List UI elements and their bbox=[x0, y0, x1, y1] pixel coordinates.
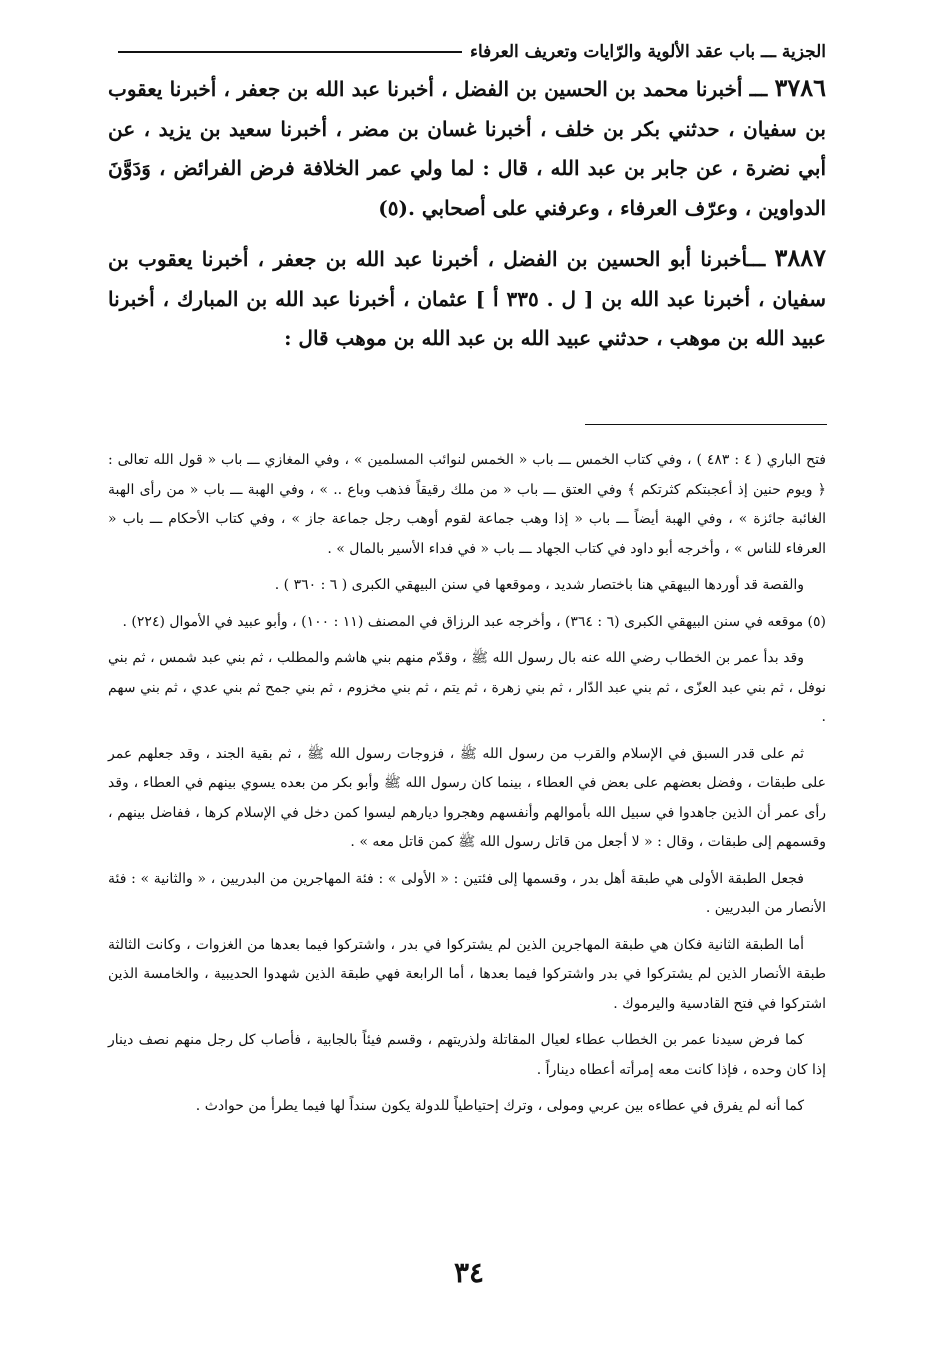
hadith-dash: ـــ bbox=[742, 77, 775, 101]
footnote-separator bbox=[585, 424, 827, 425]
footnote-paragraph: ثم على قدر السبق في الإسلام والقرب من رسول الله ﷺ ، فزوجات رسول الله ﷺ ، ثم بقية الجند ، وقد جعلهم عمر على طبقات ، وفضل بعضهم على بعض في العطاء ، بينما كان رسول الله ﷺ وأبو بكر من بعده يسوي بينهم في العطاء ، وقد رأى عمر أن الذين جاهدوا في سبيل الله بأموالهم وأنفسهم وهجروا ديارهم ليسوا كمن دخل في الإسلام كرها ، ففاضل بينهم ، وقسمهم إلى طبقات ، وقال : « لا أجعل من قاتل رسول الله ﷺ كمن قاتل معه » . bbox=[108, 745, 826, 850]
hadith-number: ٣٧٨٦ bbox=[774, 73, 826, 102]
running-title: الجزية ـــ باب عقد الألوية والرّايات وتعريف العرفاء bbox=[469, 42, 826, 62]
hadith-number: ٣٨٨٧ bbox=[774, 243, 826, 272]
footnote-paragraph: كما فرض سيدنا عمر بن الخطاب عطاء لعيال المقاتلة ولذريتهم ، وقسم فيئاً بالجابية ، فأصاب كل رجل منهم نصف دينار إذا كان وحده ، فإذا كانت معه إمرأته أعطاه ديناراً . bbox=[108, 1032, 826, 1078]
page-number: ٣٤ bbox=[453, 1256, 485, 1289]
main-text bbox=[108, 68, 826, 369]
hadith-text: أخبرنا أبو الحسين بن الفضل ، أخبرنا عبد الله بن جعفر ، أخبرنا يعقوب بن سفيان ، أخبرنا عبد الله بن [ ل . ٣٣٥ أ ] عثمان ، أخبرنا عبد الله بن المبارك ، أخبرنا عبيد الله بن موهب ، حدثني عبيد الله بن عبد الله بن موهب قال : bbox=[108, 247, 827, 350]
running-header bbox=[118, 38, 826, 66]
footnote-paragraph: (٥) موقعه في سنن البيهقي الكبرى (٦ : ٣٦٤) ، وأخرجه عبد الرزاق في المصنف (١١ : ١٠٠) ، وأبو عبيد في الأموال (٢٢٤) . bbox=[122, 613, 826, 630]
footnote-paragraph: كما أنه لم يفرق في عطاءه بين عربي ومولى ، وترك إحتياطياً للدولة يكون سنداً لها فيما يطرأ من حوادث . bbox=[195, 1098, 804, 1114]
footnote-paragraph: وقد بدأ عمر بن الخطاب رضي الله عنه بال رسول الله ﷺ ، وقدّم منهم بني هاشم والمطلب ، ثم بني عبد شمس ، ثم بني نوفل ، ثم بني عبد العزّى ، ثم بني عبد الدّار ، ثم بني زهرة ، ثم يتم ، ثم بني مخزوم ، ثم بني جمح ثم بني عدي ، ثم بني سهم . bbox=[108, 650, 826, 725]
footnote-paragraph: أما الطبقة الثانية فكان هي طبقة المهاجرين الذين لم يشتركوا في بدر ، واشتركوا فيما بعدها من الغزوات ، وكانت الثالثة طبقة الأنصار الذين لم يشتركوا في بدر واشتركوا فيما بعدها ، أما الرابعة فهي طبقة الذين شهدوا الحديبية ، والخامسة الذين اشتركوا في فتح القادسية واليرموك . bbox=[108, 936, 826, 1012]
hadith-entry bbox=[108, 238, 826, 359]
footnote-paragraph: فتح الباري ( ٤ : ٤٨٣ ) ، وفي كتاب الخمس ـــ باب « الخمس لنوائب المسلمين » ، وفي المغازي ـــ باب « قول الله تعالى : ﴿ ويوم حنين إذ أعجبتكم كثرتكم ﴾ وفي العتق ـــ باب « من ملك رقيقاً فذهب وباع .. » ، وفي الهبة ـــ باب « من رأى الهبة الغائبة جائزة » ، وفي الهبة أيضاً ـــ باب « إذا وهب جماعة لقوم أوهب رجل جماعة جاز » ، وفي كتاب الأحكام ـــ باب « العرفاء للناس » ، وأخرجه أبو داود في كتاب الجهاد ـــ باب « في فداء الأسير بالمال » . bbox=[108, 452, 827, 557]
hadith-dash: ـــ bbox=[747, 247, 775, 271]
footnotes bbox=[108, 446, 826, 1129]
footnote-paragraph: فجعل الطبقة الأولى هي طبقة أهل بدر ، وقسمها إلى فئتين : « الأولى » : فئة المهاجرين من البدريين ، « والثانية » : فئة الأنصار من البدريين . bbox=[108, 870, 826, 916]
footnote-paragraph: والقصة قد أوردها البيهقي هنا باختصار شديد ، وموقعها في سنن البيهقي الكبرى ( ٦ : ٣٦٠ ) . bbox=[274, 577, 804, 593]
hadith-entry bbox=[108, 68, 826, 228]
header-rule bbox=[118, 51, 462, 53]
hadith-text: أخبرنا محمد بن الحسين بن الفضل ، أخبرنا عبد الله بن جعفر ، أخبرنا يعقوب بن سفيان ، حدثني بكر بن خلف ، أخبرنا غسان بن مضر ، أخبرنا سعيد بن يزيد ، عن أبي نضرة ، عن جابر بن عبد الله ، قال : لما ولي عمر الخلافة فرض الفرائض ، وَدَوَّنَ الدواوين ، وعرّف العرفاء ، وعرفني على أصحابي .(٥) bbox=[108, 77, 826, 220]
